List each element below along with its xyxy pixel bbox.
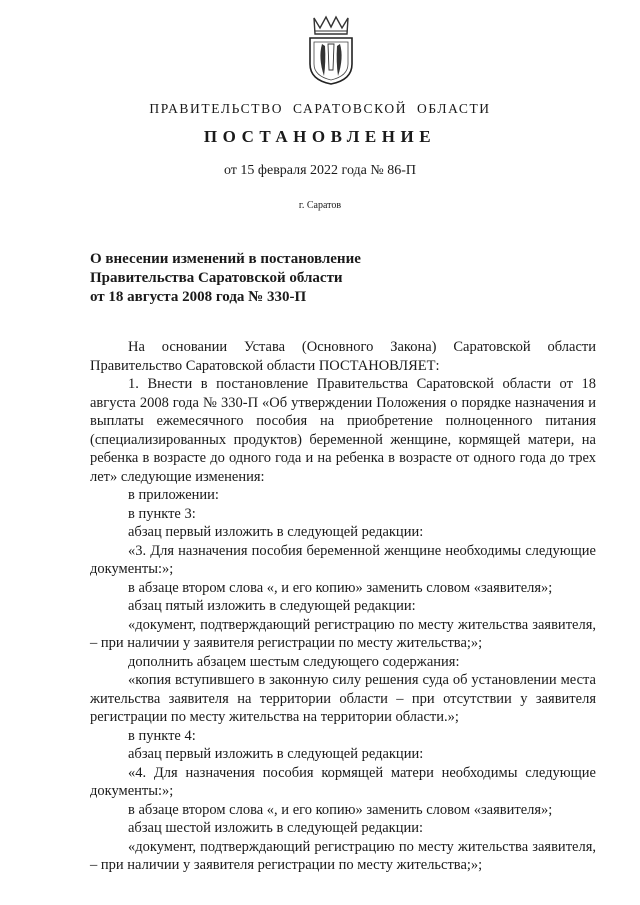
body-paragraph: абзац первый изложить в следующей редакции:	[128, 524, 424, 540]
body-paragraph: «3. Для назначения пособия беременной женщине необходимы следующие документы:»;	[90, 542, 596, 577]
body-paragraph: «копия вступившего в законную силу решения суда об установлении места жительства заявителя на территории области – при отсутствии у заявителя регистрации по месту жительства на территории области.»;	[90, 672, 596, 725]
subject-line: Правительства Саратовской области	[90, 270, 343, 286]
body-paragraph: в приложении:	[128, 487, 219, 503]
coat-of-arms-icon	[300, 14, 362, 86]
body-paragraph: «документ, подтверждающий регистрацию по месту жительства заявителя, – при наличии у заявителя регистрации по месту жительства;»;	[90, 616, 596, 651]
body-paragraph: 1. Внести в постановление Правительства Саратовской области от 18 августа 2008 года № 330-П «Об утверждении Положения о порядке назначения и выплаты ежемесячного пособия на приобретение полноценного питания (специализированных продуктов) беременной женщине, кормящей матери, на ребенка в возрасте до одного года и на ребенка в возрасте от одного года до трех лет» следующие изменения:	[90, 376, 596, 485]
subject-line: от 18 августа 2008 года № 330-П	[90, 289, 307, 305]
body-paragraph: в абзаце втором слова «, и его копию» заменить словом «заявителя»;	[128, 801, 553, 818]
body-paragraph: На основании Устава (Основного Закона) Саратовской области Правительство Саратовской области ПОСТАНОВЛЯЕТ:	[90, 339, 596, 374]
document-body	[90, 338, 596, 875]
body-paragraph: в абзаце втором слова «, и его копию» заменить словом «заявителя»;	[128, 579, 553, 596]
body-paragraph: в пункте 4:	[128, 727, 196, 744]
body-paragraph: абзац первый изложить в следующей редакции:	[128, 746, 424, 762]
document-subject	[90, 250, 520, 307]
body-paragraph: «документ, подтверждающий регистрацию по месту жительства заявителя, – при наличии у заявителя регистрации по месту жительства;»;	[90, 838, 596, 873]
body-paragraph: «4. Для назначения пособия кормящей матери необходимы следующие документы:»;	[90, 764, 596, 799]
body-paragraph: в пункте 3:	[128, 505, 196, 522]
document-number-date: от 15 февраля 2022 года № 86-П	[223, 163, 417, 178]
body-paragraph: дополнить абзацем шестым следующего содержания:	[128, 653, 460, 670]
body-paragraph: абзац пятый изложить в следующей редакции:	[128, 598, 416, 614]
organization-title: ПРАВИТЕЛЬСТВО САРАТОВСКОЙ ОБЛАСТИ	[149, 101, 491, 116]
document-city: г. Саратов	[298, 200, 342, 211]
body-paragraph: абзац шестой изложить в следующей редакции:	[128, 820, 423, 836]
subject-line: О внесении изменений в постановление	[90, 251, 361, 267]
document-type: ПОСТАНОВЛЕНИЕ	[203, 127, 437, 146]
